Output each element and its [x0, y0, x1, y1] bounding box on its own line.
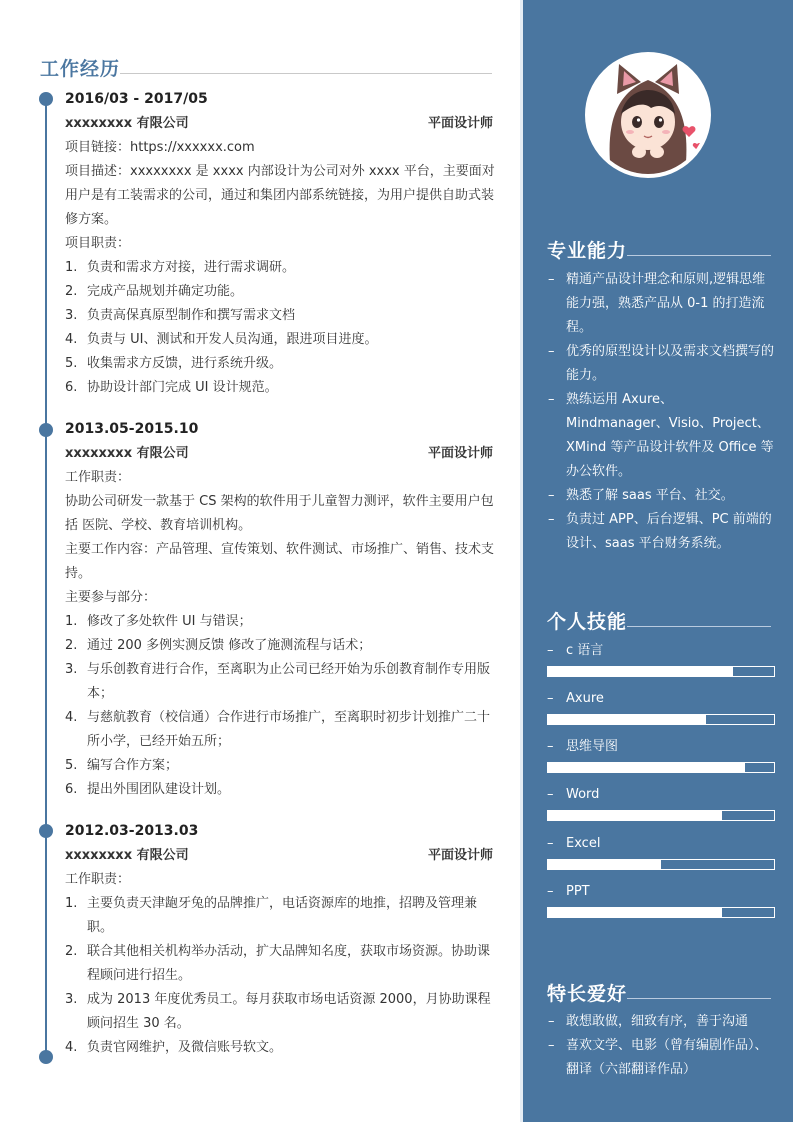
list-item-text: 熟悉了解 saas 平台、社交。 — [566, 488, 734, 503]
list-item-text: 与乐创教育进行合作，至离职为止公司已经开始为乐创教育制作专用版本； — [87, 662, 491, 701]
job-paragraph: 工作职责： — [65, 470, 131, 485]
list-item-text: 编写合作方案； — [87, 758, 179, 773]
list-item — [548, 388, 774, 484]
list-item-text: 负责和需求方对接，进行需求调研。 — [87, 260, 296, 275]
list-item — [548, 268, 774, 340]
skill-label: PPT — [566, 884, 590, 899]
skill-item — [547, 882, 775, 918]
list-item — [548, 508, 774, 556]
skill-name — [547, 834, 775, 854]
avatar — [585, 52, 711, 178]
list-item: 1. 修改了多处软件 UI 与错误； — [65, 614, 252, 629]
dash-icon: – — [548, 344, 555, 359]
job-period: 2016/03 - 2017/05 — [65, 91, 208, 107]
list-item-text: 通过 200 多例实测反馈 修改了施测流程与话术； — [87, 638, 372, 653]
skill-bar-fill — [548, 811, 722, 820]
list-item: 3. 与乐创教育进行合作，至离职为止公司已经开始为乐创教育制作专用版本； — [65, 662, 491, 701]
cartoon-cat-hood-avatar-icon — [589, 56, 707, 174]
list-item — [548, 1034, 774, 1082]
list-item — [548, 1010, 774, 1034]
list-item: 6. 提出外围团队建设计划。 — [65, 782, 231, 797]
job-header — [65, 112, 498, 136]
dash-icon: – — [548, 488, 555, 503]
timeline-dot — [39, 92, 53, 106]
job-role: 平面设计师 — [427, 446, 493, 461]
list-item-text: 成为 2013 年度优秀员工。每月获取市场电话资源 2000，月协助课程顾问招生 30 名。 — [87, 992, 491, 1031]
list-item-text: 协助设计部门完成 UI 设计规范。 — [87, 380, 278, 395]
list-item: 1. 负责和需求方对接，进行需求调研。 — [65, 260, 296, 275]
job-paragraph: 项目职责： — [65, 236, 131, 251]
skills-title-divider — [627, 626, 771, 627]
skill-item — [547, 689, 775, 725]
job-company: xxxxxxxx 有限公司 — [65, 446, 189, 461]
list-item — [548, 484, 774, 508]
list-item-text: 敢想敢做，细致有序，善于沟通 — [566, 1014, 749, 1029]
skill-bar-fill — [548, 667, 733, 676]
list-item: 1. 主要负责天津龅牙兔的品牌推广，电话资源库的地推，招聘及管理兼职。 — [65, 896, 478, 935]
skill-name — [547, 882, 775, 902]
job-company: xxxxxxxx 有限公司 — [65, 116, 189, 131]
skill-bar-fill — [548, 715, 706, 724]
job-duty-list — [65, 610, 498, 802]
dash-icon: – — [548, 1038, 555, 1053]
job-period: 2012.03-2013.03 — [65, 823, 199, 839]
skill-name — [547, 737, 775, 757]
list-item: 3. 成为 2013 年度优秀员工。每月获取市场电话资源 2000，月协助课程顾问招生 30 名。 — [65, 992, 491, 1031]
skill-label: c 语言 — [566, 643, 604, 658]
dash-icon: – — [548, 392, 555, 407]
skill-bar-fill — [548, 860, 661, 869]
abilities-title: 专业能力 — [547, 240, 628, 262]
skill-name — [547, 689, 775, 709]
skill-bar — [547, 714, 775, 725]
skill-label: 思维导图 — [566, 739, 619, 754]
timeline-line — [45, 98, 47, 1058]
list-item: 2. 联合其他相关机构举办活动，扩大品牌知名度，获取市场资源。协助课程顾问进行招生。 — [65, 944, 491, 983]
timeline-dot — [39, 423, 53, 437]
list-item: 5. 收集需求方反馈，进行系统升级。 — [65, 356, 283, 371]
dash-icon: – — [548, 512, 555, 527]
job-paragraph: 协助公司研发一款基于 CS 架构的软件用于儿童智力测评，软件主要用户包括 医院、学校、教育培训机构。 — [65, 494, 494, 533]
job-paragraph: 主要参与部分： — [65, 590, 157, 605]
dash-icon: – — [548, 1014, 555, 1029]
job-header — [65, 844, 498, 868]
dash-icon: – — [547, 691, 554, 706]
work-title-divider — [120, 73, 492, 74]
job-role: 平面设计师 — [427, 848, 493, 863]
timeline-dot — [39, 1050, 53, 1064]
job-header — [65, 442, 498, 466]
job-company: xxxxxxxx 有限公司 — [65, 848, 189, 863]
job-paragraph: 项目描述：xxxxxxxx 是 xxxx 内部设计为公司对外 xxxx 平台，主要面对用户是有工装需求的公司，通过和集团内部系统链接，为用户提供自助式装修方案。 — [65, 164, 495, 227]
list-item-text: 提出外围团队建设计划。 — [87, 782, 231, 797]
hobbies-title-divider — [627, 998, 771, 999]
dash-icon: – — [547, 739, 554, 754]
list-item-text: 与慈航教育（校信通）合作进行市场推广，至离职时初步计划推广二十所小学，已经开始五所； — [87, 710, 491, 749]
hobbies-title: 特长爱好 — [547, 983, 628, 1005]
list-item-text: 完成产品规划并确定功能。 — [87, 284, 244, 299]
list-item-text: 负责过 APP、后台逻辑、PC 前端的设计、saas 平台财务系统。 — [566, 512, 772, 551]
list-item: 4. 负责与 UI、测试和开发人员沟通，跟进项目进度。 — [65, 332, 378, 347]
skill-label: Word — [566, 787, 600, 802]
timeline-dot — [39, 824, 53, 838]
skill-item — [547, 834, 775, 870]
abilities-title-divider — [627, 255, 771, 256]
dash-icon: – — [547, 836, 554, 851]
list-item: 2. 完成产品规划并确定功能。 — [65, 284, 244, 299]
job-paragraph: 项目链接：https://xxxxxx.com — [65, 140, 255, 155]
job-entry — [65, 818, 498, 1060]
skill-item — [547, 737, 775, 773]
job-paragraph: 主要工作内容：产品管理、宣传策划、软件测试、市场推广、销售、技术支持。 — [65, 542, 495, 581]
list-item-text: 优秀的原型设计以及需求文档撰写的能力。 — [566, 344, 775, 383]
skill-label: Axure — [566, 691, 604, 706]
dash-icon: – — [547, 643, 554, 658]
sidebar-edge — [520, 0, 523, 1122]
job-duty-list — [65, 256, 498, 400]
job-duty-list — [65, 892, 498, 1060]
skill-bar — [547, 810, 775, 821]
skill-bar — [547, 666, 775, 677]
dash-icon: – — [547, 884, 554, 899]
skill-bar — [547, 762, 775, 773]
list-item: 4. 负责官网维护，及微信账号软文。 — [65, 1040, 283, 1055]
hobbies-list — [548, 1010, 774, 1082]
list-item — [548, 340, 774, 388]
skills-title: 个人技能 — [547, 611, 628, 633]
job-period: 2013.05-2015.10 — [65, 421, 199, 437]
skill-name — [547, 785, 775, 805]
skill-bar — [547, 907, 775, 918]
list-item-text: 修改了多处软件 UI 与错误； — [87, 614, 252, 629]
dash-icon: – — [547, 787, 554, 802]
skill-bar — [547, 859, 775, 870]
job-entry — [65, 416, 498, 802]
list-item-text: 主要负责天津龅牙兔的品牌推广，电话资源库的地推，招聘及管理兼职。 — [87, 896, 478, 935]
list-item-text: 负责官网维护，及微信账号软文。 — [87, 1040, 283, 1055]
list-item: 4. 与慈航教育（校信通）合作进行市场推广，至离职时初步计划推广二十所小学，已经开始五所； — [65, 710, 491, 749]
job-role: 平面设计师 — [427, 116, 493, 131]
skill-bar-fill — [548, 908, 722, 917]
list-item: 2. 通过 200 多例实测反馈 修改了施测流程与话术； — [65, 638, 372, 653]
job-entry — [65, 86, 498, 400]
skill-item — [547, 785, 775, 821]
abilities-list — [548, 268, 774, 556]
skill-item — [547, 641, 775, 677]
list-item-text: 熟练运用 Axure、Mindmanager、Visio、Project、XMind 等产品设计软件及 Office 等办公软件。 — [566, 392, 774, 479]
skill-label: Excel — [566, 836, 601, 851]
skill-bar-fill — [548, 763, 745, 772]
dash-icon: – — [548, 272, 555, 287]
work-section-title: 工作经历 — [40, 58, 121, 80]
list-item: 5. 编写合作方案； — [65, 758, 179, 773]
list-item-text: 联合其他相关机构举办活动，扩大品牌知名度，获取市场资源。协助课程顾问进行招生。 — [87, 944, 491, 983]
skill-name — [547, 641, 775, 661]
list-item-text: 负责与 UI、测试和开发人员沟通，跟进项目进度。 — [87, 332, 378, 347]
list-item-text: 负责高保真原型制作和撰写需求文档 — [87, 308, 296, 323]
list-item-text: 喜欢文学、电影（曾有编剧作品）、翻译（六部翻译作品） — [566, 1038, 768, 1077]
list-item-text: 精通产品设计理念和原则,逻辑思维能力强，熟悉产品从 0-1 的打造流程。 — [566, 272, 766, 335]
list-item-text: 收集需求方反馈，进行系统升级。 — [87, 356, 283, 371]
list-item: 6. 协助设计部门完成 UI 设计规范。 — [65, 380, 278, 395]
job-paragraph: 工作职责： — [65, 872, 131, 887]
list-item: 3. 负责高保真原型制作和撰写需求文档 — [65, 308, 296, 323]
